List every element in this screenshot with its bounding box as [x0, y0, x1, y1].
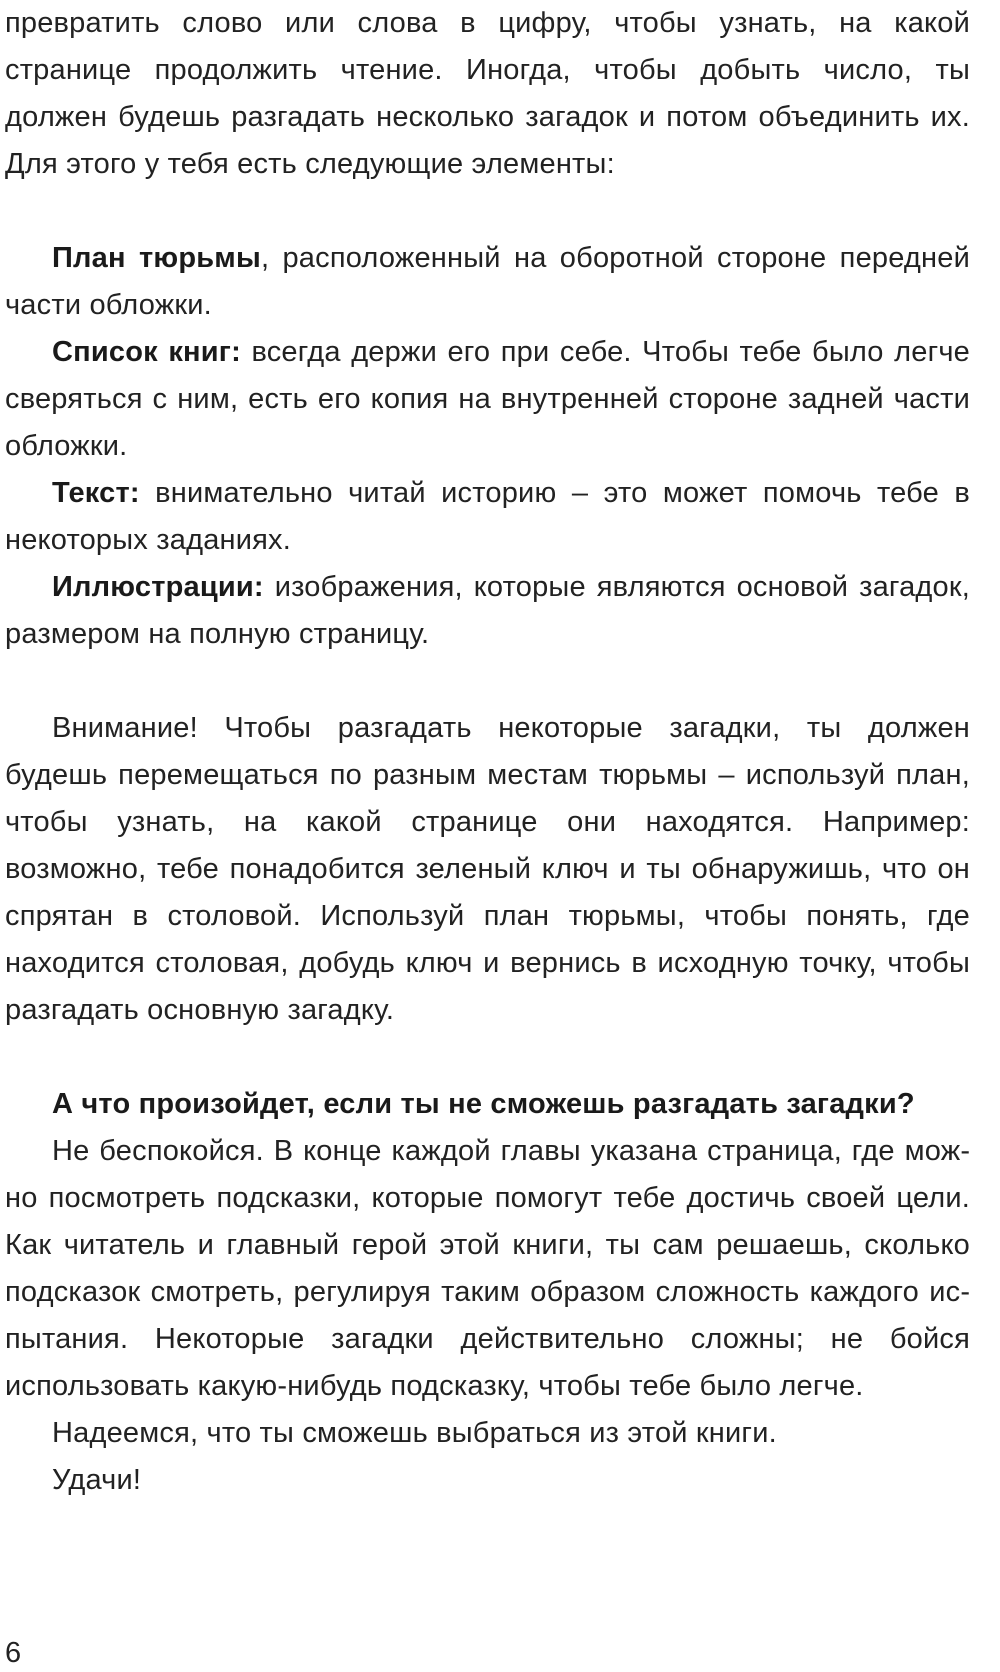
spacer: [5, 188, 970, 235]
element-text: всегда держи его при себе. Чтобы тебе было легче сверяться с ним, есть его копия на внутренней стороне задней части обложки.: [5, 336, 971, 462]
attention-paragraph: Внимание! Чтобы разгадать некоторые загадки, ты должен будешь перемещаться по разным местам тюрьмы – используй план, чтобы узнать, на какой странице они находятся. Например: возможно, тебе понадобится зеленый ключ и ты обнаружишь, что он спрятан в столовой. Используй план тюрьмы, чтобы понять, где находится столовая, добудь ключ и вернись в исходную точку, чтобы разгадать основную загадку.: [5, 712, 970, 1026]
element-prison-plan: [5, 235, 970, 329]
element-term: Список книг:: [52, 336, 241, 368]
page-number: 6: [5, 1637, 22, 1669]
spacer: [5, 1034, 970, 1081]
closing-paragraph: Надеемся, что ты сможешь выбраться из этой книги.: [52, 1417, 777, 1449]
question-heading: А что произойдет, если ты не сможешь разгадать загадки?: [52, 1088, 915, 1120]
element-term: План тюрьмы: [52, 242, 261, 274]
page-body: [5, 0, 970, 1504]
element-term: Иллюстрации:: [52, 571, 264, 603]
farewell-line: Удачи!: [52, 1464, 142, 1496]
element-illustrations: [5, 564, 970, 658]
element-text: изображения, которые являются основой загадок, размером на полную страницу.: [5, 571, 970, 650]
element-text-section: [5, 470, 970, 564]
spacer: [5, 658, 970, 705]
element-book-list: [5, 329, 970, 470]
intro-paragraph: превратить слово или слова в цифру, чтобы узнать, на какой странице продолжить чтение. Иногда, чтобы добыть число, ты должен будешь разгадать несколько загадок и потом объединить их. Для этого у тебя есть следующие элементы:: [5, 7, 970, 180]
answer-paragraph: Не беспокойся. В конце каждой главы указана страница, где можно посмотреть подсказки, которые помогут тебе достичь своей цели. Как читатель и главный герой этой книги, ты сам решаешь, сколько подсказок смотреть, регулируя таким образом сложность каждого испытания. Некоторые загадки действительно сложны; не бойся использовать какую-нибудь подсказку, чтобы тебе было легче.: [5, 1135, 970, 1402]
element-text: внимательно читай историю – это может помочь тебе в некоторых заданиях.: [5, 477, 970, 556]
element-text: , расположенный на оборотной стороне передней части обложки.: [5, 242, 970, 321]
element-term: Текст:: [52, 477, 140, 509]
